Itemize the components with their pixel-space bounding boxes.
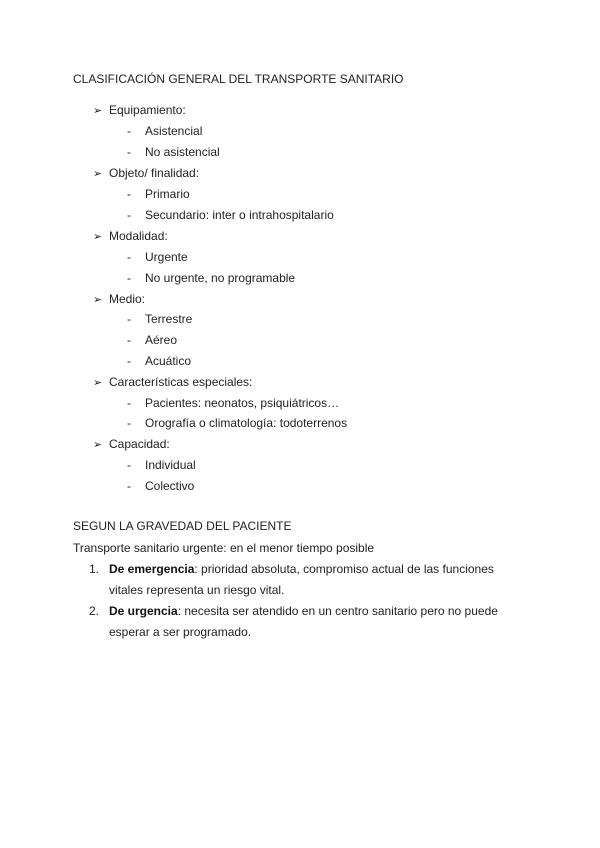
category-item xyxy=(93,436,170,452)
item-text: : necesita ser atendido en un centro sanitario pero no puede esperar a ser programado. xyxy=(109,604,498,639)
sub-item xyxy=(127,207,334,223)
sub-item xyxy=(127,478,194,494)
category-item xyxy=(93,228,168,244)
category-label: Equipamiento: xyxy=(109,103,186,117)
item-number: 2. xyxy=(89,604,100,618)
sub-item-label: No urgente, no programable xyxy=(145,271,296,285)
arrow-bullet-icon: ➢ xyxy=(93,231,103,243)
arrow-bullet-icon: ➢ xyxy=(93,294,103,306)
dash-bullet: - xyxy=(127,271,131,285)
sub-item-label: Colectivo xyxy=(145,479,195,493)
category-label: Capacidad: xyxy=(109,437,170,451)
sub-item xyxy=(127,395,339,411)
dash-bullet: - xyxy=(127,479,131,493)
category-label: Medio: xyxy=(109,292,146,306)
arrow-bullet-icon: ➢ xyxy=(93,168,103,180)
section-heading: SEGUN LA GRAVEDAD DEL PACIENTE xyxy=(73,519,292,533)
sub-item xyxy=(127,311,192,327)
sub-item-label: Aéreo xyxy=(145,333,178,347)
page-title: CLASIFICACIÓN GENERAL DEL TRANSPORTE SANITARIO xyxy=(73,72,404,86)
category-label: Modalidad: xyxy=(109,229,168,243)
item-body xyxy=(109,601,529,643)
dash-bullet: - xyxy=(127,187,131,201)
sub-item-label: Primario xyxy=(145,187,190,201)
arrow-bullet-icon: ➢ xyxy=(93,105,103,117)
sub-item xyxy=(127,332,177,348)
item-term: De emergencia xyxy=(109,562,195,576)
sub-item-label: Terrestre xyxy=(145,312,193,326)
sub-item-label: Orografía o climatología: todoterrenos xyxy=(145,416,348,430)
numbered-item xyxy=(89,601,529,643)
category-label: Objeto/ finalidad: xyxy=(109,166,200,180)
category-label: Características especiales: xyxy=(109,375,253,389)
sub-item xyxy=(127,186,190,202)
sub-item xyxy=(127,353,191,369)
category-item xyxy=(93,374,252,390)
dash-bullet: - xyxy=(127,208,131,222)
dash-bullet: - xyxy=(127,458,131,472)
item-text: : prioridad absoluta, compromiso actual de las funciones vitales representa un riesgo vital. xyxy=(109,562,494,597)
dash-bullet: - xyxy=(127,396,131,410)
sub-item xyxy=(127,415,347,431)
sub-item xyxy=(127,123,202,139)
sub-item-label: Pacientes: neonatos, psiquiátricos… xyxy=(145,396,340,410)
dash-bullet: - xyxy=(127,312,131,326)
sub-item xyxy=(127,249,188,265)
arrow-bullet-icon: ➢ xyxy=(93,439,103,451)
numbered-item xyxy=(89,559,529,601)
sub-item xyxy=(127,457,196,473)
dash-bullet: - xyxy=(127,250,131,264)
item-number: 1. xyxy=(89,562,100,576)
sub-item xyxy=(127,144,220,160)
sub-item-label: Secundario: inter o intrahospitalario xyxy=(145,208,334,222)
sub-item xyxy=(127,270,295,286)
sub-item-label: Individual xyxy=(145,458,196,472)
dash-bullet: - xyxy=(127,145,131,159)
dash-bullet: - xyxy=(127,354,131,368)
category-item xyxy=(93,165,199,181)
item-body xyxy=(109,559,529,601)
category-item xyxy=(93,102,186,118)
sub-item-label: No asistencial xyxy=(145,145,220,159)
sub-item-label: Asistencial xyxy=(145,124,203,138)
arrow-bullet-icon: ➢ xyxy=(93,377,103,389)
category-item xyxy=(93,291,145,307)
dash-bullet: - xyxy=(127,333,131,347)
sub-item-label: Urgente xyxy=(145,250,188,264)
sub-item-label: Acuático xyxy=(145,354,192,368)
dash-bullet: - xyxy=(127,416,131,430)
section-intro: Transporte sanitario urgente: en el menor tiempo posible xyxy=(73,541,375,555)
dash-bullet: - xyxy=(127,124,131,138)
item-term: De urgencia xyxy=(109,604,178,618)
